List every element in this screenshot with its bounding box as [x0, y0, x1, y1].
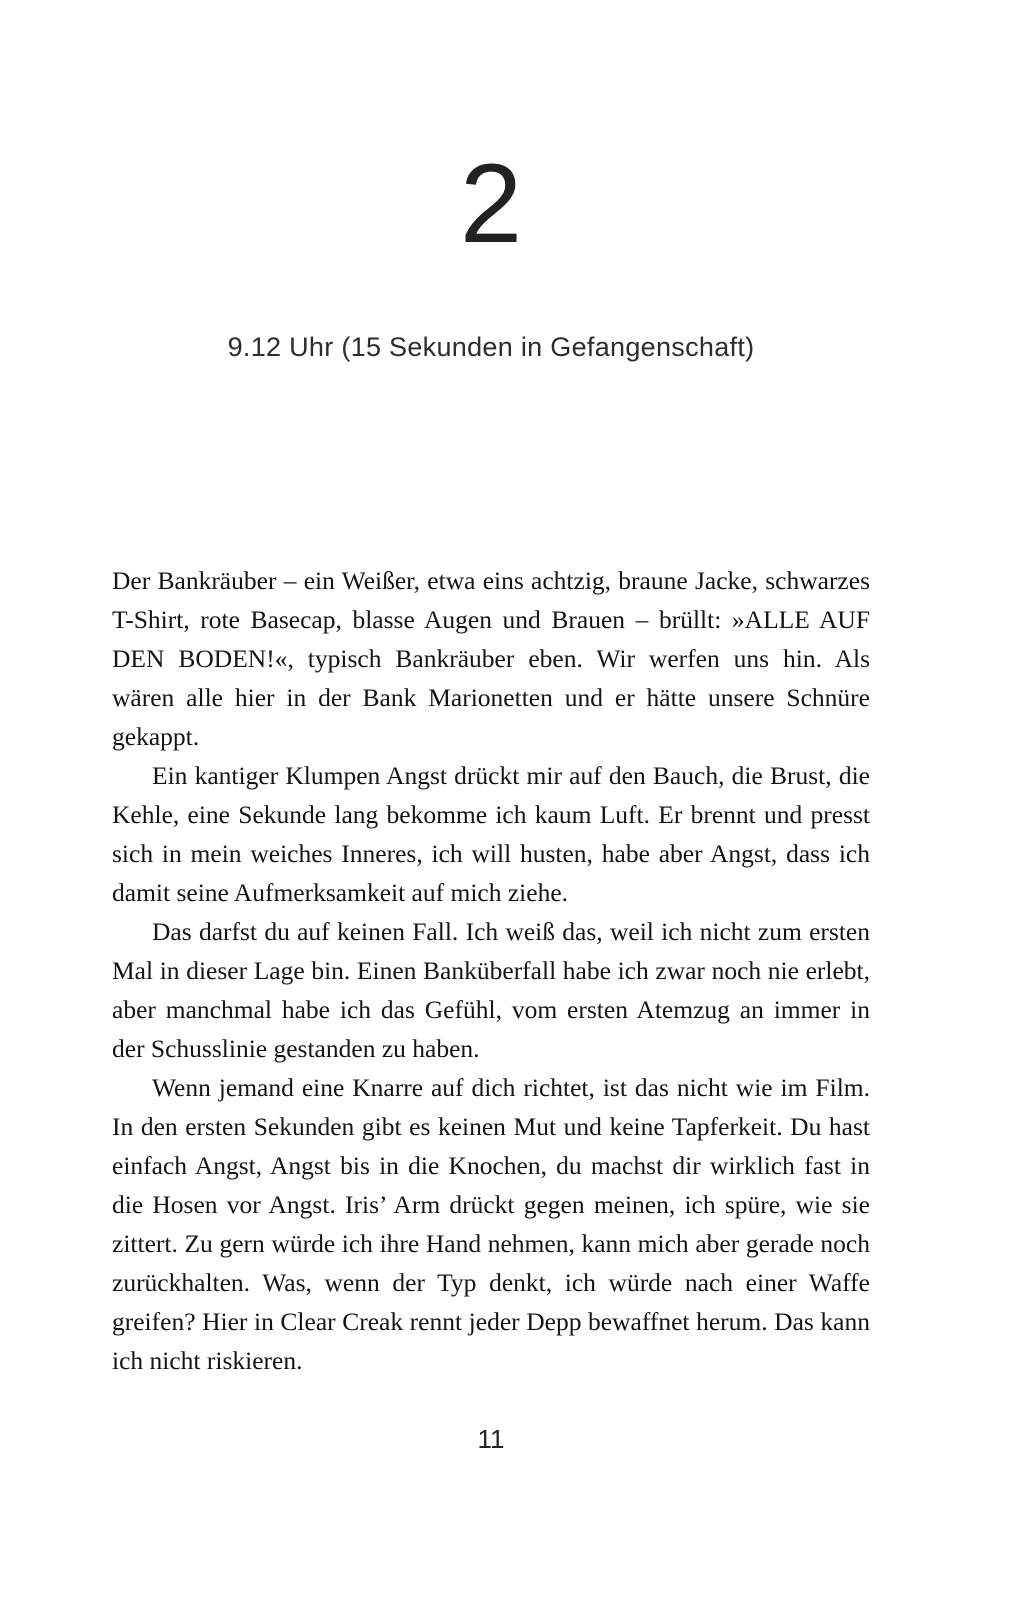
chapter-subtitle: 9.12 Uhr (15 Sekunden in Gefangenschaft): [227, 332, 755, 362]
text-column: [112, 0, 870, 1380]
body-text: [112, 561, 870, 1380]
paragraph: Wenn jemand eine Knarre auf dich richtet, ist das nicht wie im Film. In den ersten Sekunden gibt es keinen Mut und keine Tapferkeit. Du hast einfach Angst, Angst bis in die Knochen, du machst dir wirklich fast in die Hosen vor Angst. Iris’ Arm drückt gegen meinen, ich spüre, wie sie zittert. Zu gern würde ich ihre Hand nehmen, kann mich aber gerade noch zurückhalten. Was, wenn der Typ denkt, ich würde nach einer Waffe greifen? Hier in Clear Creak rennt jeder Depp bewaffnet herum. Das kann ich nicht riskieren.: [112, 1073, 870, 1375]
paragraph: Der Bankräuber – ein Weißer, etwa eins achtzig, braune Jacke, schwarzes T-Shirt, rote Basecap, blasse Augen und Brauen – brüllt: »ALLE AUF DEN BODEN!«, typisch Bankräuber eben. Wir werfen uns hin. Als wären alle hier in der Bank Marionetten und er hätte unsere Schnüre gekappt.: [112, 566, 870, 751]
page-number: 11: [477, 1424, 505, 1454]
chapter-number: 2: [459, 141, 523, 266]
paragraph: Das darfst du auf keinen Fall. Ich weiß das, weil ich nicht zum ersten Mal in dieser Lage bin. Einen Banküberfall habe ich zwar noch nie erlebt, aber manchmal habe ich das Gefühl, vom ersten Atemzug an immer in der Schusslinie gestanden zu haben.: [112, 917, 870, 1063]
paragraph: Ein kantiger Klumpen Angst drückt mir auf den Bauch, die Brust, die Kehle, eine Sekunde lang bekomme ich kaum Luft. Er brennt und presst sich in mein weiches Inneres, ich will husten, habe aber Angst, dass ich damit seine Aufmerksamkeit auf mich ziehe.: [112, 761, 870, 907]
